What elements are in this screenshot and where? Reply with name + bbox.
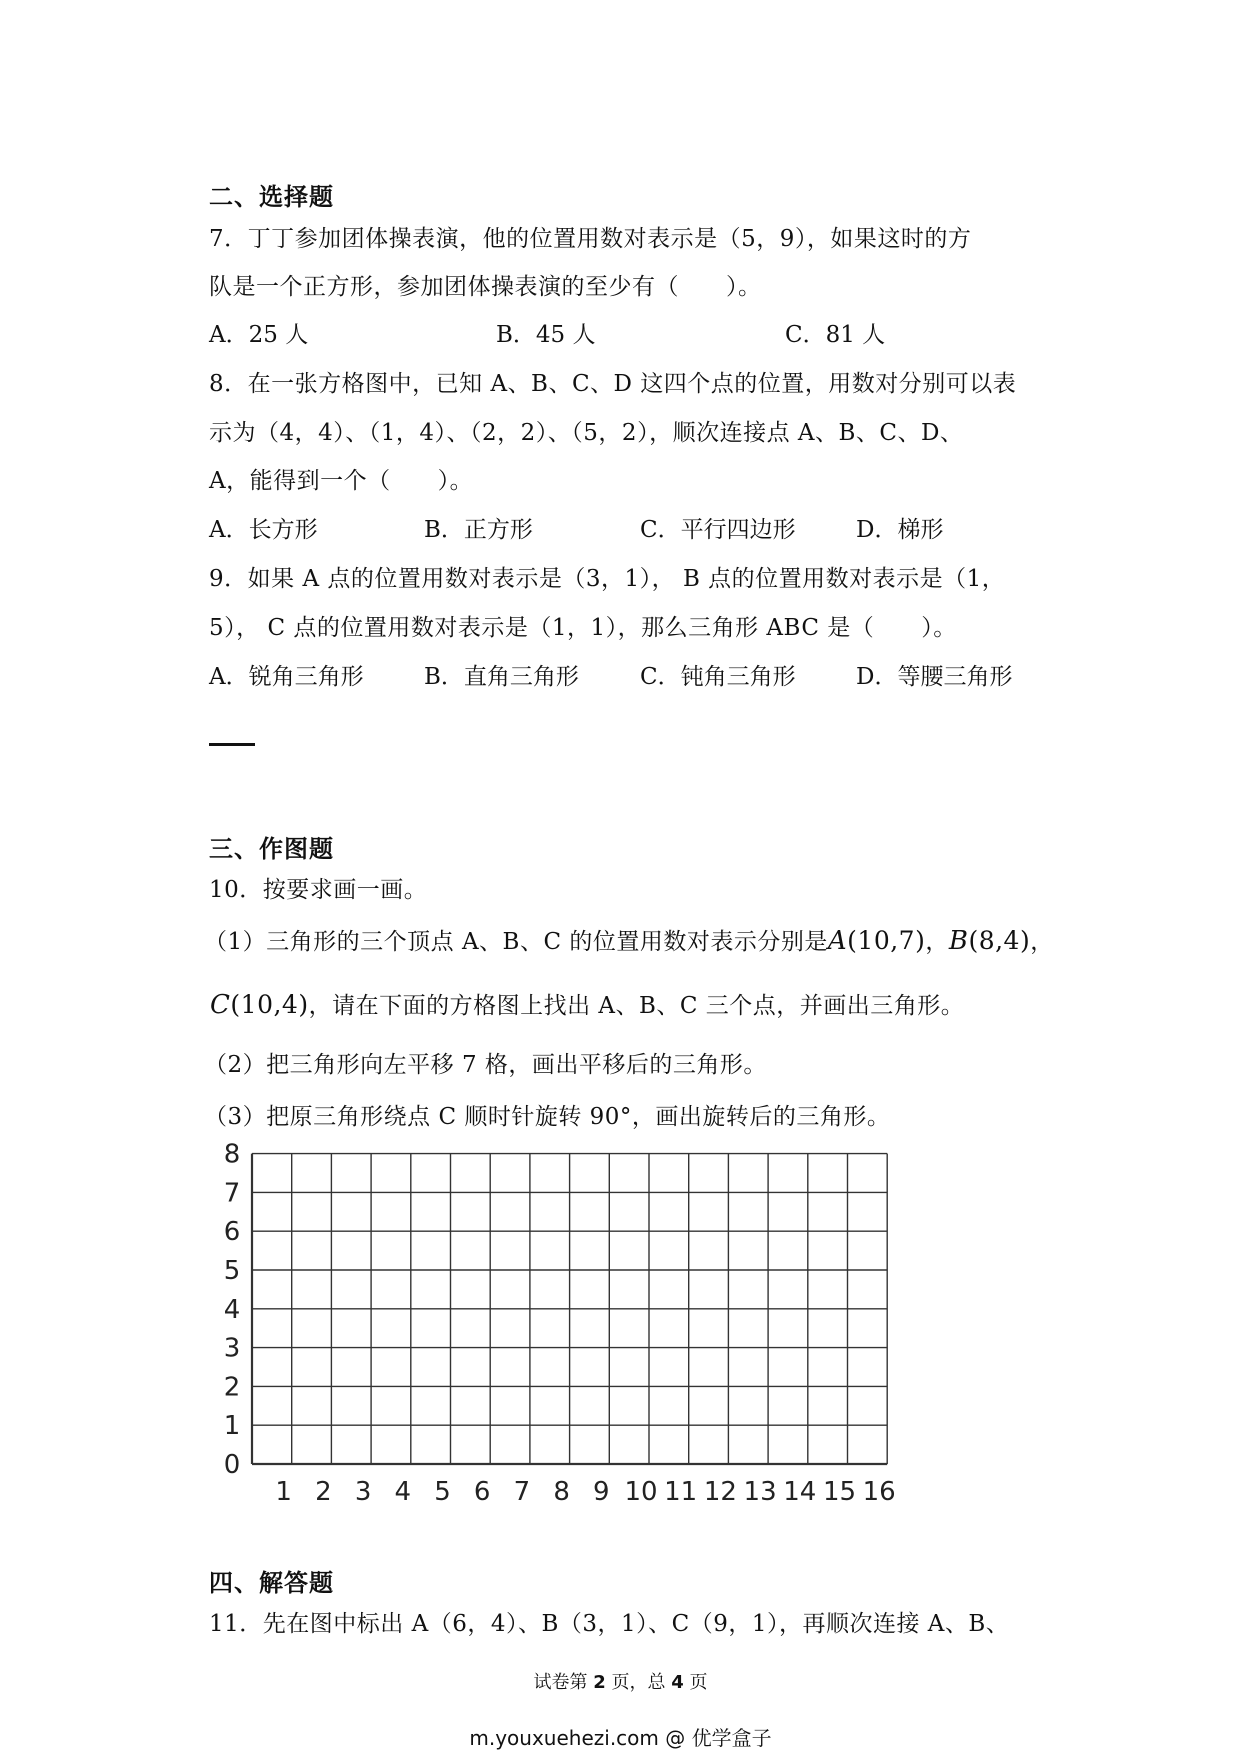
q8-line1: 8．在一张方格图中，已知 A、B、C、D 这四个点的位置，用数对分别可以表 [209, 371, 1017, 397]
y-axis-label: 5 [223, 1256, 241, 1286]
separator-2: ， [1030, 929, 1054, 955]
page-footer [0, 1668, 1241, 1694]
q9-option-b: B．直角三角形 [424, 664, 579, 690]
q8-option-c: C．平行四边形 [640, 517, 796, 543]
x-axis-label: 12 [703, 1477, 737, 1507]
x-axis-label: 15 [822, 1477, 857, 1507]
footer-total-pages: 4 [671, 1672, 684, 1693]
x-axis-label: 10 [624, 1477, 658, 1507]
q7-line1: 7．丁丁参加团体操表演，他的位置用数对表示是（5，9），如果这时的方 [209, 226, 972, 252]
q9-line1: 9．如果 A 点的位置用数对表示是（3，1）， B 点的位置用数对表示是（1， [209, 566, 1006, 592]
point-b-coord: (8,4) [968, 926, 1031, 955]
brand-watermark: m.youxuehezi.com @ 优学盒子 [469, 1726, 772, 1750]
q9-option-d: D．等腰三角形 [856, 664, 1013, 690]
point-c-coord: (10,4) [230, 990, 309, 1019]
q10-part2: （2）把三角形向左平移 7 格，画出平移后的三角形。 [204, 1052, 767, 1078]
q11-line1: 11．先在图中标出 A（6，4）、B（3，1）、C（9，1），再顺次连接 A、B、 [209, 1611, 1010, 1637]
x-axis-label: 4 [394, 1477, 412, 1507]
x-axis-label: 7 [513, 1477, 531, 1507]
x-axis-label: 16 [862, 1477, 896, 1507]
x-axis-label: 9 [593, 1477, 610, 1507]
x-axis-label: 3 [354, 1477, 372, 1507]
q7-line2: 队是一个正方形，参加团体操表演的至少有（ ）。 [209, 274, 762, 300]
y-axis-label: 4 [223, 1294, 241, 1325]
y-axis-label: 0 [223, 1450, 241, 1480]
q10-line1: 10．按要求画一画。 [209, 877, 428, 903]
y-axis-label: 6 [223, 1217, 241, 1248]
coordinate-grid [200, 1138, 920, 1518]
q8-option-b: B．正方形 [424, 517, 533, 543]
q8-option-a: A．长方形 [209, 517, 318, 543]
q7-option-c: C．81 人 [785, 322, 886, 348]
footer-mid: 页，总 [611, 1672, 666, 1693]
point-c-letter: C [210, 990, 231, 1020]
x-axis-label: 14 [783, 1477, 817, 1507]
x-axis-label: 8 [553, 1477, 570, 1507]
q8-line3: A，能得到一个（ ）。 [209, 468, 474, 494]
x-axis-label: 5 [434, 1477, 451, 1507]
q10-part3: （3）把原三角形绕点 C 顺时针旋转 90°，画出旋转后的三角形。 [204, 1104, 891, 1130]
q8-option-d: D．梯形 [856, 517, 944, 543]
x-axis-label: 11 [664, 1477, 698, 1507]
section-title-draw: 三、作图题 [209, 835, 334, 863]
point-b-letter: B [948, 926, 969, 956]
y-axis-label: 2 [223, 1372, 241, 1403]
y-axis-label: 1 [223, 1411, 241, 1442]
footer-pre: 试卷第 [533, 1672, 588, 1693]
q9-line2: 5）， C 点的位置用数对表示是（1，1），那么三角形 ABC 是（ ）。 [209, 615, 957, 641]
footer-page-number: 2 [593, 1672, 606, 1693]
x-axis-label: 2 [315, 1477, 332, 1507]
y-axis-label: 7 [223, 1178, 241, 1209]
q7-option-a: A．25 人 [209, 322, 309, 348]
point-a-letter: A [827, 926, 848, 956]
section-divider [209, 743, 255, 746]
q8-line2: 示为（4，4）、（1，4）、（2，2）、（5，2），顺次连接点 A、B、C、D、 [209, 420, 964, 446]
q10-part1-prefix: （1）三角形的三个顶点 A、B、C 的位置用数对表示分别是 [204, 929, 828, 955]
y-axis-label: 8 [223, 1139, 241, 1170]
footer-post: 页 [689, 1672, 708, 1693]
section-title-answer: 四、解答题 [209, 1569, 334, 1597]
q10-part1-line1 [204, 923, 1054, 956]
q10-part1-line2 [210, 987, 964, 1020]
point-a-coord: (10,7) [847, 926, 926, 955]
q10-part1-suffix: ，请在下面的方格图上找出 A、B、C 三个点，并画出三角形。 [308, 993, 965, 1019]
x-axis-label: 6 [473, 1477, 491, 1507]
section-title-choice: 二、选择题 [209, 183, 334, 211]
x-axis-label: 1 [275, 1477, 292, 1507]
separator-1: ， [925, 929, 949, 955]
q7-option-b: B．45 人 [496, 322, 596, 348]
x-axis-label: 13 [743, 1477, 777, 1507]
q9-option-a: A．锐角三角形 [209, 664, 364, 690]
y-axis-label: 3 [223, 1333, 241, 1364]
q9-option-c: C．钝角三角形 [640, 664, 796, 690]
